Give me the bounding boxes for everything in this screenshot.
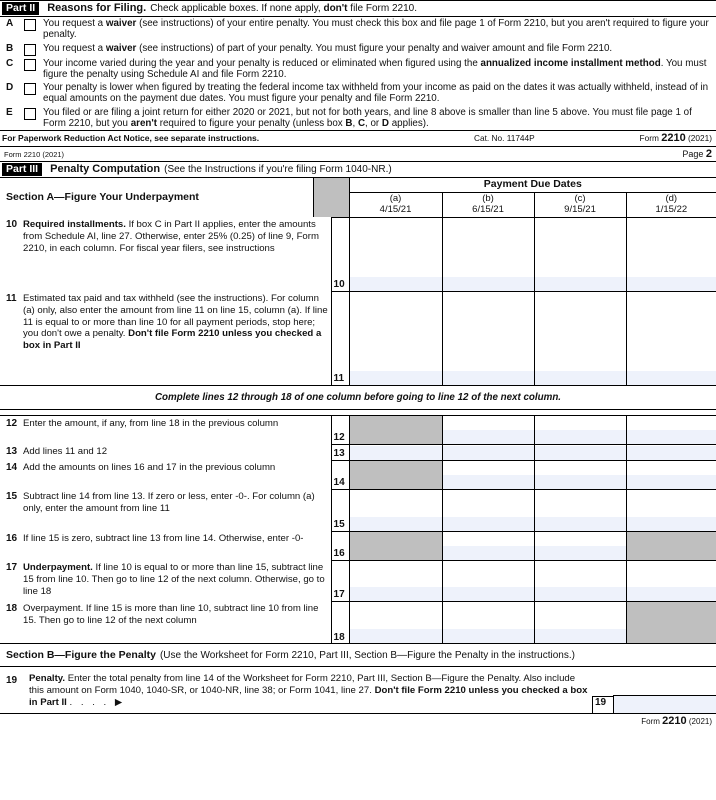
reason-text: Your penalty is lower when figured by treating the federal income tax withheld from your income as paid on the dates it was actually withheld, instead of in equal amounts on the payment due dates. You must figure your penalty and file Form 2210.	[43, 82, 709, 105]
page2-header	[0, 147, 716, 161]
amount-field[interactable]	[627, 446, 716, 460]
line-number: 16	[6, 533, 18, 545]
line-box-number: 17	[331, 560, 349, 601]
reason-checkbox-d[interactable]	[24, 83, 36, 95]
amount-field[interactable]	[627, 587, 716, 601]
line-14-row	[0, 460, 716, 489]
line-10-row	[0, 217, 716, 291]
line-12-col-c[interactable]	[534, 415, 626, 444]
line-box-number: 13	[331, 444, 349, 460]
line-15-row	[0, 489, 716, 531]
line-number: 14	[6, 462, 18, 474]
page2-form-label: Form 2210 (2021)	[4, 150, 65, 160]
reason-letter: D	[6, 82, 14, 94]
line-number: 18	[6, 603, 18, 615]
line-17-col-c[interactable]	[534, 560, 626, 601]
amount-field[interactable]	[627, 430, 716, 444]
line-12-col-b[interactable]	[442, 415, 534, 444]
line-15-col-b[interactable]	[442, 489, 534, 531]
line-box-number: 16	[331, 531, 349, 560]
line-number: 19	[6, 675, 18, 687]
line-19-amount[interactable]	[613, 695, 716, 713]
column-instruction: Complete lines 12 through 18 of one column before going to line 12 of the next column.	[0, 385, 716, 409]
column-header-a	[349, 192, 442, 217]
line-box-number: 11	[331, 291, 349, 385]
line-14-col-c[interactable]	[534, 460, 626, 489]
amount-field[interactable]	[627, 517, 716, 531]
reason-checkbox-a[interactable]	[24, 19, 36, 31]
line-11-col-d[interactable]	[626, 291, 716, 385]
line-18-col-a[interactable]	[349, 601, 442, 643]
reason-row-c	[0, 57, 716, 82]
line-description	[23, 217, 331, 291]
amount-field[interactable]	[535, 430, 626, 444]
amount-field[interactable]	[535, 629, 626, 643]
amount-field[interactable]	[443, 446, 534, 460]
reasons-list	[0, 17, 716, 130]
reason-text: Your income varied during the year and your penalty is reduced or eliminated when figured using the annualized income installment method. You must figure the penalty using Schedule AI and file Form 2210.	[43, 57, 707, 80]
amount-field[interactable]	[535, 475, 626, 489]
reason-letter: B	[6, 42, 14, 54]
amount-field[interactable]	[443, 475, 534, 489]
line-12-col-d[interactable]	[626, 415, 716, 444]
line-bold-note: Don't file Form 2210 unless you checked a box in Part II	[23, 328, 322, 351]
line-number: 13	[6, 446, 18, 458]
amount-field[interactable]	[627, 371, 716, 385]
page-number: Page 2	[682, 148, 712, 161]
line-15-col-a[interactable]	[349, 489, 442, 531]
line-18-col-d	[626, 601, 716, 643]
penalty-table	[0, 178, 716, 217]
paperwork-notice: For Paperwork Reduction Act Notice, see separate instructions.	[2, 133, 260, 144]
line-box-number: 19	[592, 696, 613, 713]
line-number: 17	[6, 562, 18, 574]
section-a-title: Section A—Figure Your Underpayment	[6, 190, 199, 203]
amount-field[interactable]	[443, 587, 534, 601]
line-16-row	[0, 531, 716, 560]
line-14-col-b[interactable]	[442, 460, 534, 489]
amount-field[interactable]	[350, 446, 442, 460]
reason-text: You request a waiver (see instructions) of your entire penalty. You must check this box and file page 1 of Form 2210, but you aren't required to figure your penalty.	[43, 18, 709, 41]
column-letter: (b)	[482, 192, 494, 204]
amount-field[interactable]	[443, 371, 534, 385]
line-number: 10	[6, 219, 18, 231]
line-14-col-a	[349, 460, 442, 489]
line-10-col-d[interactable]	[626, 217, 716, 291]
column-letter: (d)	[665, 192, 678, 204]
line-text: If box C in Part II applies, enter the amounts from Schedule AI, line 27. Otherwise, enter 25% (0.25) of line 9, Form 2210, in each column. For fiscal year filers, see instructions	[23, 219, 319, 254]
line-19-description: Penalty. Enter the total penalty from line 14 of the Worksheet for Form 2210, Part III, Section B—Figure the Penalty. Also include this amount on Form 1040, 1040-SR, or 1040-NR, line 38; or Form 1041, line 27. Don't file Form 2210 unless you checked a box in Part II . . . . ▶	[29, 673, 588, 708]
line-description	[23, 291, 331, 385]
line-17-col-d[interactable]	[626, 560, 716, 601]
line-15-col-d[interactable]	[626, 489, 716, 531]
line-16-col-a	[349, 531, 442, 560]
amount-field[interactable]	[350, 517, 442, 531]
line-box-number: 15	[331, 489, 349, 531]
line-11-row	[0, 291, 716, 385]
page1-footer	[0, 130, 716, 147]
amount-field[interactable]	[350, 629, 442, 643]
reason-row-d	[0, 81, 716, 106]
amount-field[interactable]	[627, 475, 716, 489]
line-text: If line 15 is zero, subtract line 13 from line 14. Otherwise, enter -0-	[23, 533, 304, 545]
amount-field[interactable]	[443, 430, 534, 444]
line-text: Enter the amount, if any, from line 18 in the previous column	[23, 417, 279, 429]
line-text: Overpayment. If line 15 is more than line 10, subtract line 10 from line 15. Then go to line 12 of the next column	[23, 603, 319, 626]
line-12-col-a	[349, 415, 442, 444]
line-11-col-c[interactable]	[534, 291, 626, 385]
part3-subtitle: (See the Instructions if you're filing Form 1040-NR.)	[164, 164, 392, 176]
part2-header	[0, 0, 716, 17]
line-19-row	[0, 673, 716, 713]
column-date: 9/15/21	[564, 203, 596, 215]
line-text: Add lines 11 and 12	[23, 446, 108, 458]
line-text: If line 10 is equal to or more than line 15, subtract line 15 from line 10. Then go to line 12 of the next column. Otherwise, go to line 18	[23, 562, 325, 597]
line-text: Estimated tax paid and tax withheld (see the instructions). For column (a) only, also enter the amount from line 11 on line 15, column (a). If line 11 is equal to or more than line 10 for all payment periods, stop here; you don't owe a penalty.	[23, 293, 328, 340]
amount-field[interactable]	[443, 629, 534, 643]
amount-field[interactable]	[443, 546, 534, 560]
cat-number: Cat. No. 11744P	[473, 133, 535, 144]
line-number: 15	[6, 491, 18, 503]
form-id: Form 2210 (2021)	[639, 132, 712, 145]
line-description	[23, 460, 331, 489]
column-date: 6/15/21	[472, 203, 504, 215]
line-16-col-d	[626, 531, 716, 560]
amount-field[interactable]	[350, 371, 442, 385]
column-header-c	[534, 192, 626, 217]
line-box-number: 18	[331, 601, 349, 643]
line-16-col-c[interactable]	[534, 531, 626, 560]
reason-letter: C	[6, 57, 14, 69]
reason-text: You filed or are filing a joint return for either 2020 or 2021, but not for both years, and line 8 above is smaller than line 5 above. You must file page 1 of Form 2210, but you aren't required to figure your penalty (unless box B, C, or D applies).	[43, 106, 692, 130]
line-description	[23, 489, 331, 531]
line-13-col-c[interactable]	[534, 444, 626, 460]
reason-row-a	[0, 17, 716, 42]
reason-text: You request a waiver (see instructions) of part of your penalty. You must figure your penalty and waiver amount and file Form 2210.	[43, 42, 613, 54]
reason-checkbox-e[interactable]	[24, 108, 36, 120]
line-lead: Required installments.	[23, 219, 126, 231]
section-b-subtitle: (Use the Worksheet for Form 2210, Part III, Section B—Figure the Penalty in the instructions.)	[159, 649, 575, 661]
amount-field[interactable]	[350, 277, 442, 291]
part3-tag: Part III	[2, 163, 42, 176]
amount-field[interactable]	[535, 517, 626, 531]
line-11-col-b[interactable]	[442, 291, 534, 385]
instruction-row	[0, 385, 716, 409]
line-description	[23, 531, 331, 560]
column-header-b	[442, 192, 534, 217]
line-18-col-c[interactable]	[534, 601, 626, 643]
payment-due-dates-title: Payment Due Dates	[349, 178, 716, 192]
section-b-header	[0, 643, 716, 667]
part2-subtitle: Check applicable boxes. If none apply, don't file Form 2210.	[150, 2, 417, 14]
reason-letter: E	[6, 106, 13, 118]
line-lead: Underpayment.	[23, 562, 93, 574]
line-15-col-c[interactable]	[534, 489, 626, 531]
line-13-row	[0, 444, 716, 460]
lines-area	[0, 217, 716, 728]
line-number: 12	[0, 415, 23, 444]
line-18-row	[0, 601, 716, 643]
part3-title: Penalty Computation	[50, 163, 161, 176]
amount-field[interactable]	[535, 587, 626, 601]
part2-tag: Part II	[2, 2, 39, 15]
line-box-number: 10	[331, 217, 349, 291]
column-date: 4/15/21	[379, 203, 412, 215]
line-10-col-b[interactable]	[442, 217, 534, 291]
line-description	[23, 560, 331, 601]
amount-field[interactable]	[535, 546, 626, 560]
part2-title: Reasons for Filing.	[47, 1, 147, 14]
reason-checkbox-c[interactable]	[24, 59, 36, 71]
amount-field[interactable]	[350, 587, 442, 601]
reason-letter: A	[6, 18, 14, 29]
column-header-d	[626, 192, 716, 217]
line-description	[23, 415, 331, 444]
line-description	[23, 444, 331, 460]
line-description	[23, 601, 331, 643]
part3-header	[0, 161, 716, 178]
reason-row-e	[0, 106, 716, 131]
column-letter: (a)	[389, 192, 402, 204]
line-13-col-b[interactable]	[442, 444, 534, 460]
line-13-col-a[interactable]	[349, 444, 442, 460]
line-11-col-a[interactable]	[349, 291, 442, 385]
amount-field[interactable]	[443, 277, 534, 291]
line-14-col-d[interactable]	[626, 460, 716, 489]
line-13-col-d[interactable]	[626, 444, 716, 460]
line-12-row	[0, 415, 716, 444]
line-number: 11	[6, 293, 17, 305]
line-17-row	[0, 560, 716, 601]
amount-field[interactable]	[535, 371, 626, 385]
line-16-col-b[interactable]	[442, 531, 534, 560]
line-10-col-c[interactable]	[534, 217, 626, 291]
amount-field[interactable]	[535, 446, 626, 460]
amount-field[interactable]	[627, 277, 716, 291]
line-box-number: 14	[331, 460, 349, 489]
reason-row-b	[0, 42, 716, 57]
line-18-col-b[interactable]	[442, 601, 534, 643]
line-box-number: 12	[331, 415, 349, 444]
page2-footer: Form 2210 (2021)	[0, 713, 716, 728]
section-b-title: Section B—Figure the Penalty	[6, 648, 156, 661]
line-text: Subtract line 14 from line 13. If zero or less, enter -0-. For column (a) only, enter the amount from line 11	[23, 491, 315, 514]
line-17-col-a[interactable]	[349, 560, 442, 601]
reason-checkbox-b[interactable]	[24, 44, 36, 56]
line-10-col-a[interactable]	[349, 217, 442, 291]
amount-field[interactable]	[443, 517, 534, 531]
line-text: Add the amounts on lines 16 and 17 in the previous column	[23, 462, 276, 474]
amount-field[interactable]	[535, 277, 626, 291]
column-date: 1/15/22	[655, 203, 688, 215]
column-letter: (c)	[574, 192, 586, 204]
line-17-col-b[interactable]	[442, 560, 534, 601]
